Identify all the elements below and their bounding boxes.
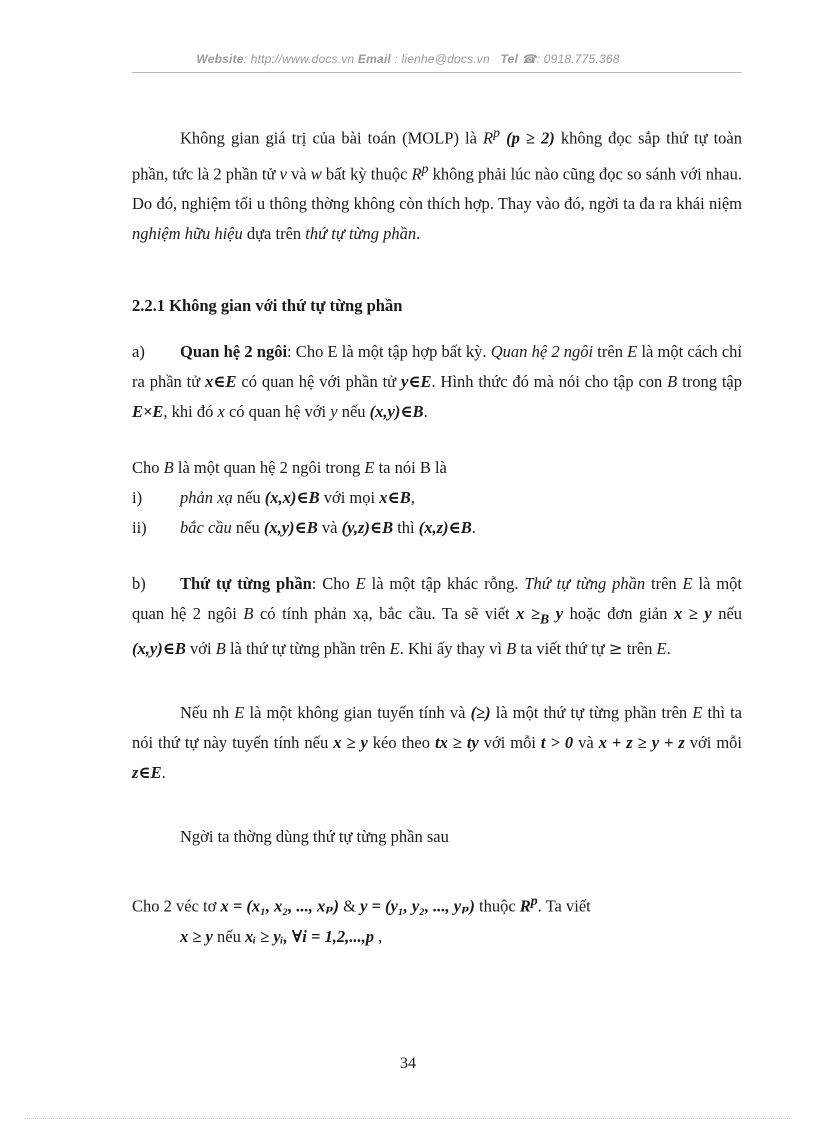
vector-order-definition: x ≥ y nếu xᵢ ≥ yᵢ, ∀i = 1,2,...,p ,	[180, 926, 383, 946]
page-content	[132, 118, 742, 952]
website-label: Website	[196, 52, 244, 66]
definition-intro: Cho B là một quan hệ 2 ngôi trong E ta nói B là	[132, 458, 447, 477]
list-item-transitive: ii) bắc cầu nếu (x,y)∈B và (y,z)∈B thì (x,z)∈B.	[132, 518, 476, 537]
common-order-paragraph: Ngời ta thờng dùng thứ tự từng phần sau	[180, 827, 449, 847]
section-a-label: a)	[132, 342, 145, 361]
section-a-paragraph: a) Quan hệ 2 ngôi: Cho E là một tập hợp bất kỳ. Quan hệ 2 ngôi trên E là một cách chỉ ra phần tử x∈E có quan hệ với phần tử y∈E. Hình thức đó mà nói cho tập con B trong tập E×E, khi đó x có quan hệ với y nếu (x,y)∈B.	[132, 337, 742, 427]
section-b-paragraph: b) Thứ tự từng phần: Cho E là một tập khác rỗng. Thứ tự từng phần trên E là một quan hệ 2 ngôi B có tính phản xạ, bắc cầu. Ta sẽ viết $x \ge_B$ y hoặc đơn giản x ≥ y nếu (x,y)∈B với B là thứ tự từng phần trên E. Khi ấy thay vì B ta viết thứ tự ≥ trên E.	[132, 569, 742, 664]
tel-label: Tel	[500, 52, 518, 66]
section-a-title: Quan hệ 2 ngôi	[180, 342, 288, 361]
section-b-title: Thứ tự từng phần	[180, 574, 312, 593]
header-divider	[132, 72, 742, 73]
section-b-label: b)	[132, 574, 146, 593]
section-heading: 2.2.1 Không gian với thứ tự từng phần	[132, 296, 403, 315]
email-value: : lienhe@docs.vn	[390, 52, 490, 66]
email-label: Email	[357, 52, 391, 66]
page-header	[0, 52, 816, 66]
list-item-reflexive: i) phản xạ nếu (x,x)∈B với mọi x∈B,	[132, 488, 415, 507]
math-p-condition: (p ≥ 2)	[506, 128, 555, 148]
vector-paragraph: Cho 2 véc tơ x = (x₁, x₂, ..., xₚ) & y = (y₁, y₂, ..., yₚ) thuộc $R^p$. Ta viết	[132, 893, 591, 916]
website-value: : http://www.docs.vn	[243, 52, 355, 66]
page-number: 34	[400, 1055, 416, 1072]
footer-divider	[24, 1118, 792, 1119]
intro-paragraph: Không gian giá trị của bài toán (MOLP) là $R^p$ (p ≥ 2) không đọc sắp thứ tự toàn phần, tức là 2 phần tử v và w bất kỳ thuộc $R^p$ không phải lúc nào cũng đọc so sánh với nhau. Do đó, nghiệm tối u thông thờng không còn thích hợp. Thay vào đó, ngời ta đa ra khái niệm nghiệm hữu hiệu dựa trên thứ tự từng phần.	[132, 125, 743, 243]
tel-value: : 0918.775.368	[536, 52, 620, 66]
linear-order-paragraph: Nếu nh E là một không gian tuyến tính và (≥) là một thứ tự từng phần trên E thì ta nói thứ tự này tuyến tính nếu x ≥ y kéo theo tx ≥ ty với mỗi t > 0 và x + z ≥ y + z với mỗi z∈E.	[132, 703, 742, 783]
phone-icon: ☎	[521, 52, 537, 66]
